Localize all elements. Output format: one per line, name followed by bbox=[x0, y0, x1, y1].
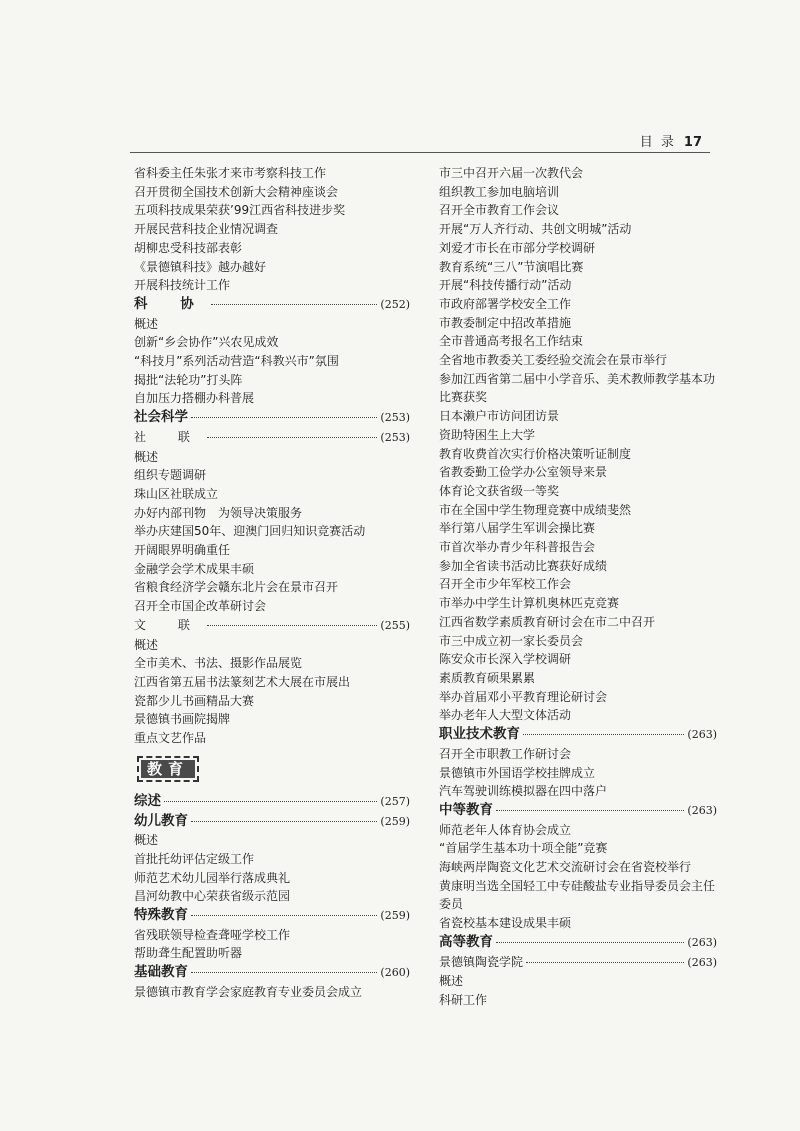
list-group bbox=[439, 745, 717, 801]
toc-entry: 市三中召开六届一次教代会 bbox=[439, 166, 584, 180]
left-column bbox=[134, 164, 410, 1002]
toc-entry: “首届学生基本功十项全能”竞赛 bbox=[439, 841, 608, 856]
toc-entry: 教育系统“三八”节演唱比赛 bbox=[439, 259, 584, 274]
toc-entry: 海峡两岸陶瓷文化艺术交流研讨会在省瓷校举行 bbox=[439, 860, 692, 875]
toc-entry: 昌河幼教中心荣获省级示范园 bbox=[134, 889, 291, 904]
header-rule bbox=[130, 152, 710, 153]
toc-entry: 参加江西省第二届中小学音乐、美术教师教学基本功比赛获奖 bbox=[439, 371, 716, 405]
toc-entry: 揭批“法轮功”打头阵 bbox=[134, 372, 243, 387]
toc-entry: 市三中成立初一家长委员会 bbox=[439, 633, 584, 648]
toc-entry: 开展“万人齐行动、共创文明城”活动 bbox=[439, 222, 632, 237]
toc-entry: 举行第八届学生军训会操比赛 bbox=[439, 521, 596, 536]
toc-entry: 省残联领导检查聋哑学校工作 bbox=[134, 927, 291, 942]
list-group bbox=[439, 821, 717, 933]
toc-entry: 市政府部署学校安全工作 bbox=[439, 296, 572, 311]
right-column bbox=[439, 164, 717, 1010]
toc-entry: 珠山区社联成立 bbox=[134, 486, 219, 501]
toc-entry: 概述 bbox=[134, 316, 159, 331]
toc-entry: 素质教育硕果累累 bbox=[439, 670, 536, 685]
toc-entry: 瓷都少儿书画精品大赛 bbox=[134, 693, 255, 708]
chapter-banner bbox=[134, 748, 410, 792]
toc-entry: 市在全国中学生物理竞赛中成绩斐然 bbox=[439, 502, 632, 517]
toc-entry: 省粮食经济学会赣东北片会在景市召开 bbox=[134, 580, 339, 595]
toc-entry: 景德镇市外国语学校挂牌成立 bbox=[439, 765, 596, 780]
section-heading: 社会科学 (253) bbox=[134, 409, 410, 426]
section-heading: 科 协 (252) bbox=[134, 295, 410, 312]
section-heading: 特殊教育 (259) bbox=[134, 907, 410, 924]
toc-entry: 师范老年人体育协会成立 bbox=[439, 822, 572, 837]
section-heading: 文 联 (255) bbox=[134, 617, 410, 632]
section-heading: 高等教育 (263) bbox=[439, 933, 717, 950]
toc-entry: 《景德镇科技》越办越好 bbox=[134, 259, 267, 274]
list-group bbox=[134, 983, 410, 1002]
toc-entry: 汽车驾驶训练模拟器在四中落户 bbox=[439, 784, 608, 799]
toc-entry: 自加压力搭棚办科普展 bbox=[134, 391, 255, 406]
toc-entry: 江西省数学素质教育研讨会在市二中召开 bbox=[439, 614, 656, 629]
toc-entry: 首批托幼评估定级工作 bbox=[134, 851, 255, 866]
list-group bbox=[439, 972, 717, 1009]
toc-entry: 概述 bbox=[134, 833, 159, 848]
list-group bbox=[134, 448, 410, 616]
toc-entry: 全市普通高考报名工作结束 bbox=[439, 334, 584, 349]
section-heading: 综述 (257) bbox=[134, 792, 410, 809]
toc-entry: 举办首届邓小平教育理论研讨会 bbox=[439, 689, 608, 704]
toc-entry: 重点文艺作品 bbox=[134, 731, 207, 746]
list-group bbox=[134, 164, 410, 295]
toc-entry: 开展民营科技企业情况调查 bbox=[134, 222, 279, 237]
toc-entry: 江西省第五届书法篆刻艺术大展在市展出 bbox=[134, 674, 351, 689]
toc-entry: 开展“科技传播行动”活动 bbox=[439, 278, 572, 293]
list-group bbox=[439, 164, 717, 725]
toc-entry: 召开全市国企改革研讨会 bbox=[134, 599, 267, 614]
toc-entry: 开展科技统计工作 bbox=[134, 278, 231, 293]
toc-entry: 师范艺术幼儿园举行落成典礼 bbox=[134, 870, 291, 885]
section-heading: 社 联 (253) bbox=[134, 429, 410, 444]
header-title: 目 录 bbox=[639, 135, 676, 150]
toc-entry: 市举办中学生计算机奥林匹克竞赛 bbox=[439, 596, 620, 611]
toc-entry: 科研工作 bbox=[439, 992, 488, 1007]
toc-entry: 日本濑户市访问团访景 bbox=[439, 409, 560, 424]
section-heading: 幼儿教育 (259) bbox=[134, 812, 410, 829]
toc-entry: 全市美术、书法、摄影作品展览 bbox=[134, 656, 303, 671]
toc-entry: 资助特困生上大学 bbox=[439, 427, 536, 442]
toc-entry: 举办老年人大型文体活动 bbox=[439, 708, 572, 723]
toc-entry: 组织专题调研 bbox=[134, 468, 207, 483]
toc-entry: 帮助聋生配置助听器 bbox=[134, 946, 243, 961]
toc-entry: 教育收费首次实行价格决策听证制度 bbox=[439, 446, 632, 461]
list-group bbox=[134, 926, 410, 963]
toc-entry: 黄康明当选全国轻工中专硅酸盐专业指导委员会主任委员 bbox=[439, 878, 716, 912]
toc-entry: 陈安众市长深入学校调研 bbox=[439, 652, 572, 667]
toc-entry: 召开全市职教工作研讨会 bbox=[439, 746, 572, 761]
toc-entry: 全省地市教委关工委经验交流会在景市举行 bbox=[439, 353, 668, 368]
toc-entry: 创新“乡会协作”兴农见成效 bbox=[134, 335, 279, 350]
toc-entry: 市首次举办青少年科普报告会 bbox=[439, 540, 596, 555]
toc-entry: 体育论文获省级一等奖 bbox=[439, 483, 560, 498]
section-heading: 景德镇陶瓷学院 (263) bbox=[439, 954, 717, 969]
toc-entry: 举办庆建国50年、迎澳门回归知识竞赛活动 bbox=[134, 524, 366, 539]
page-number: 17 bbox=[683, 135, 702, 150]
toc-entry: 金融学会学术成果丰硕 bbox=[134, 561, 255, 576]
toc-entry: “科技月”系列活动营造“科教兴市”氛围 bbox=[134, 354, 339, 369]
toc-entry: 召开全市教育工作会议 bbox=[439, 203, 560, 218]
toc-entry: 召开全市少年军校工作会 bbox=[439, 577, 572, 592]
toc-entry: 概述 bbox=[134, 637, 159, 652]
section-heading: 职业技术教育 (263) bbox=[439, 726, 717, 743]
toc-entry: 省科委主任朱张才来市考察科技工作 bbox=[134, 166, 327, 180]
page-header bbox=[640, 131, 702, 150]
toc-entry: 概述 bbox=[134, 449, 159, 464]
toc-entry: 市教委制定中招改革措施 bbox=[439, 315, 572, 330]
section-heading: 中等教育 (263) bbox=[439, 801, 717, 818]
toc-entry: 办好内部刊物 为领导决策服务 bbox=[134, 505, 303, 520]
list-group bbox=[134, 315, 410, 409]
toc-entry: 召开贯彻全国技术创新大会精神座谈会 bbox=[134, 184, 339, 199]
list-group bbox=[134, 636, 410, 748]
toc-entry: 五项科技成果荣获’99江西省科技进步奖 bbox=[134, 203, 346, 218]
toc-entry: 组织教工参加电脑培训 bbox=[439, 184, 560, 199]
toc-entry: 开阔眼界明确重任 bbox=[134, 543, 231, 558]
toc-entry: 参加全省读书活动比赛获好成绩 bbox=[439, 558, 608, 573]
toc-entry: 概述 bbox=[439, 974, 464, 989]
toc-entry: 省教委勤工俭学办公室领导来景 bbox=[439, 465, 608, 480]
list-group bbox=[134, 831, 410, 906]
toc-entry: 刘爱才市长在市部分学校调研 bbox=[439, 240, 596, 255]
toc-entry: 景德镇书画院揭牌 bbox=[134, 712, 231, 727]
toc-entry: 省瓷校基本建设成果丰硕 bbox=[439, 916, 572, 931]
toc-entry: 胡柳忠受科技部表彰 bbox=[134, 240, 243, 255]
toc-entry: 景德镇市教育学会家庭教育专业委员会成立 bbox=[134, 984, 363, 999]
section-heading: 基础教育 (260) bbox=[134, 964, 410, 981]
chapter-title: 教育 bbox=[141, 760, 195, 778]
